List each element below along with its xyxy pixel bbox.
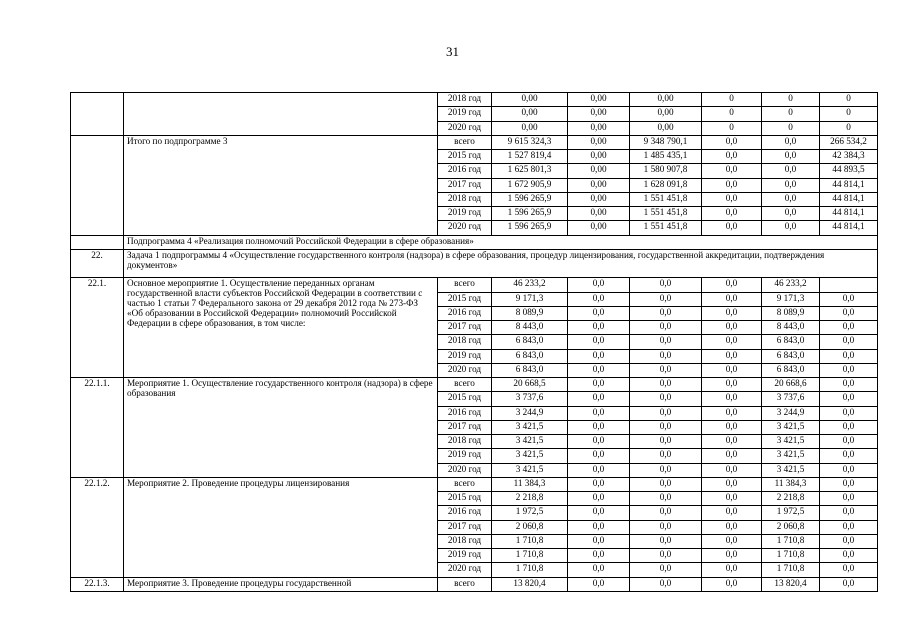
amount-cell: 6 843,0 xyxy=(492,363,568,377)
row-description: Мероприятие 3. Проведение процедуры государственной xyxy=(124,577,438,591)
period-cell: 2016 год xyxy=(438,506,492,520)
amount-cell: 0,0 xyxy=(630,378,702,392)
amount-cell: 3 421,5 xyxy=(492,435,568,449)
amount-cell: 13 820,4 xyxy=(762,577,820,591)
amount-cell: 44 893,5 xyxy=(820,164,878,178)
amount-cell: 0,0 xyxy=(762,164,820,178)
period-cell: 2015 год xyxy=(438,150,492,164)
amount-cell: 1 527 819,4 xyxy=(492,150,568,164)
amount-cell: 0,0 xyxy=(702,520,762,534)
table-row xyxy=(71,278,878,292)
amount-cell: 0,0 xyxy=(820,321,878,335)
table-row xyxy=(71,135,878,149)
amount-cell: 0,0 xyxy=(820,577,878,591)
amount-cell: 42 384,3 xyxy=(820,150,878,164)
amount-cell: 0,0 xyxy=(702,292,762,306)
amount-cell: 0,0 xyxy=(762,150,820,164)
amount-cell: 0 xyxy=(702,107,762,121)
period-cell: 2020 год xyxy=(438,363,492,377)
period-cell: 2018 год xyxy=(438,534,492,548)
row-number: 22.1.1. xyxy=(71,378,124,478)
period-cell: 2016 год xyxy=(438,164,492,178)
amount-cell: 0,0 xyxy=(820,406,878,420)
period-cell: 2015 год xyxy=(438,392,492,406)
period-cell: всего xyxy=(438,135,492,149)
amount-cell: 0,0 xyxy=(630,420,702,434)
amount-cell: 0,0 xyxy=(702,278,762,292)
amount-cell: 8 089,9 xyxy=(762,306,820,320)
amount-cell: 44 814,1 xyxy=(820,192,878,206)
amount-cell: 9 615 324,3 xyxy=(492,135,568,149)
amount-cell: 0 xyxy=(762,121,820,135)
amount-cell: 3 737,6 xyxy=(762,392,820,406)
amount-cell: 0,0 xyxy=(702,549,762,563)
amount-cell: 0,0 xyxy=(762,207,820,221)
row-description: Мероприятие 2. Проведение процедуры лицензирования xyxy=(124,477,438,577)
amount-cell: 0,00 xyxy=(568,178,630,192)
amount-cell: 0,0 xyxy=(568,420,630,434)
amount-cell: 0,0 xyxy=(702,135,762,149)
period-cell: 2015 год xyxy=(438,492,492,506)
amount-cell: 0,0 xyxy=(630,520,702,534)
amount-cell: 0,0 xyxy=(820,449,878,463)
period-cell: 2017 год xyxy=(438,420,492,434)
amount-cell: 0,0 xyxy=(702,349,762,363)
amount-cell: 0 xyxy=(762,107,820,121)
section-title: Подпрограмма 4 «Реализация полномочий Российской Федерации в сфере образования» xyxy=(124,235,878,249)
amount-cell: 0,0 xyxy=(630,321,702,335)
amount-cell: 0,0 xyxy=(568,463,630,477)
amount-cell: 1 551 451,8 xyxy=(630,192,702,206)
amount-cell: 0,0 xyxy=(820,392,878,406)
amount-cell: 0,0 xyxy=(820,549,878,563)
amount-cell: 0 xyxy=(702,121,762,135)
table-row xyxy=(71,378,878,392)
amount-cell: 0,0 xyxy=(630,477,702,491)
amount-cell: 1 972,5 xyxy=(492,506,568,520)
period-cell: 2017 год xyxy=(438,178,492,192)
amount-cell: 0,0 xyxy=(568,392,630,406)
period-cell: 2019 год xyxy=(438,349,492,363)
amount-cell: 0,0 xyxy=(702,534,762,548)
amount-cell: 0,00 xyxy=(630,107,702,121)
amount-cell: 44 814,1 xyxy=(820,178,878,192)
amount-cell: 8 443,0 xyxy=(762,321,820,335)
amount-cell: 0,0 xyxy=(568,321,630,335)
amount-cell: 3 421,5 xyxy=(762,420,820,434)
amount-cell: 0,0 xyxy=(820,292,878,306)
amount-cell: 3 421,5 xyxy=(762,435,820,449)
amount-cell: 0,00 xyxy=(568,150,630,164)
amount-cell: 0,0 xyxy=(630,306,702,320)
amount-cell: 1 710,8 xyxy=(492,534,568,548)
amount-cell: 0,00 xyxy=(568,207,630,221)
amount-cell: 0,0 xyxy=(820,520,878,534)
amount-cell: 0 xyxy=(762,93,820,107)
amount-cell: 11 384,3 xyxy=(492,477,568,491)
amount-cell: 1 596 265,9 xyxy=(492,221,568,235)
amount-cell: 2 060,8 xyxy=(762,520,820,534)
amount-cell: 0,0 xyxy=(568,306,630,320)
amount-cell: 2 060,8 xyxy=(492,520,568,534)
period-cell: 2017 год xyxy=(438,321,492,335)
amount-cell: 3 421,5 xyxy=(762,463,820,477)
amount-cell: 46 233,2 xyxy=(762,278,820,292)
amount-cell: 6 843,0 xyxy=(492,335,568,349)
amount-cell: 2 218,8 xyxy=(762,492,820,506)
period-cell: 2016 год xyxy=(438,406,492,420)
amount-cell: 0,00 xyxy=(568,93,630,107)
amount-cell: 8 443,0 xyxy=(492,321,568,335)
amount-cell: 0,0 xyxy=(568,349,630,363)
period-cell: 2020 год xyxy=(438,463,492,477)
amount-cell: 2 218,8 xyxy=(492,492,568,506)
amount-cell: 0,00 xyxy=(568,192,630,206)
amount-cell: 0,0 xyxy=(630,292,702,306)
amount-cell: 0,0 xyxy=(568,492,630,506)
amount-cell: 0,0 xyxy=(702,178,762,192)
amount-cell: 0,0 xyxy=(568,435,630,449)
amount-cell: 44 814,1 xyxy=(820,221,878,235)
amount-cell: 0,0 xyxy=(702,577,762,591)
amount-cell: 3 421,5 xyxy=(492,463,568,477)
period-cell: 2018 год xyxy=(438,192,492,206)
amount-cell: 0,0 xyxy=(702,563,762,577)
amount-cell: 0,0 xyxy=(702,335,762,349)
row-number xyxy=(71,235,124,249)
amount-cell: 0,0 xyxy=(568,577,630,591)
amount-cell: 0,0 xyxy=(702,378,762,392)
amount-cell: 0,0 xyxy=(702,321,762,335)
row-description: Итого по подпрограмме 3 xyxy=(124,135,438,235)
amount-cell: 0,0 xyxy=(630,349,702,363)
amount-cell: 0,0 xyxy=(630,492,702,506)
amount-cell: 9 348 790,1 xyxy=(630,135,702,149)
amount-cell: 0,0 xyxy=(568,534,630,548)
amount-cell: 0,0 xyxy=(820,563,878,577)
amount-cell xyxy=(820,278,878,292)
budget-table xyxy=(70,92,878,592)
amount-cell: 0,00 xyxy=(492,93,568,107)
period-cell: 2019 год xyxy=(438,107,492,121)
amount-cell: 266 534,2 xyxy=(820,135,878,149)
amount-cell: 0,0 xyxy=(702,392,762,406)
amount-cell: 1 628 091,8 xyxy=(630,178,702,192)
amount-cell: 1 710,8 xyxy=(492,549,568,563)
amount-cell: 8 089,9 xyxy=(492,306,568,320)
amount-cell: 6 843,0 xyxy=(762,363,820,377)
page-number: 31 xyxy=(446,44,459,59)
section-row xyxy=(71,235,878,249)
row-number: 22.1.2. xyxy=(71,477,124,577)
amount-cell: 0,0 xyxy=(630,449,702,463)
row-number xyxy=(71,93,124,136)
amount-cell: 0,0 xyxy=(568,278,630,292)
period-cell: 2018 год xyxy=(438,335,492,349)
amount-cell: 0,0 xyxy=(702,420,762,434)
amount-cell: 0,0 xyxy=(820,477,878,491)
amount-cell: 20 668,6 xyxy=(762,378,820,392)
amount-cell: 0,00 xyxy=(630,121,702,135)
amount-cell: 0 xyxy=(820,121,878,135)
row-number: 22.1. xyxy=(71,278,124,378)
row-description: Мероприятие 1. Осуществление государственного контроля (надзора) в сфере образования xyxy=(124,378,438,478)
amount-cell: 0 xyxy=(820,93,878,107)
amount-cell: 46 233,2 xyxy=(492,278,568,292)
amount-cell: 0,0 xyxy=(568,477,630,491)
period-cell: всего xyxy=(438,278,492,292)
amount-cell: 0,00 xyxy=(568,164,630,178)
amount-cell: 0,0 xyxy=(820,335,878,349)
amount-cell: 0,0 xyxy=(630,406,702,420)
amount-cell: 0,0 xyxy=(702,192,762,206)
period-cell: 2020 год xyxy=(438,221,492,235)
amount-cell: 0,0 xyxy=(762,221,820,235)
table-row xyxy=(71,93,878,107)
row-number xyxy=(71,135,124,235)
amount-cell: 6 843,0 xyxy=(762,349,820,363)
amount-cell: 0,0 xyxy=(702,435,762,449)
row-description xyxy=(124,93,438,136)
amount-cell: 1 672 905,9 xyxy=(492,178,568,192)
amount-cell: 0,0 xyxy=(568,520,630,534)
amount-cell: 0,0 xyxy=(702,463,762,477)
amount-cell: 0 xyxy=(820,107,878,121)
amount-cell: 0,0 xyxy=(568,378,630,392)
amount-cell: 0,0 xyxy=(702,506,762,520)
amount-cell: 1 580 907,8 xyxy=(630,164,702,178)
table-row xyxy=(71,477,878,491)
amount-cell: 0,0 xyxy=(630,549,702,563)
period-cell: 2019 год xyxy=(438,549,492,563)
amount-cell: 0,0 xyxy=(630,335,702,349)
amount-cell: 0,0 xyxy=(702,207,762,221)
period-cell: 2019 год xyxy=(438,207,492,221)
amount-cell: 0,00 xyxy=(630,93,702,107)
amount-cell: 0,0 xyxy=(702,492,762,506)
amount-cell: 0,0 xyxy=(820,420,878,434)
period-cell: 2017 год xyxy=(438,520,492,534)
amount-cell: 0,0 xyxy=(568,292,630,306)
period-cell: 2019 год xyxy=(438,449,492,463)
amount-cell: 0,0 xyxy=(630,577,702,591)
amount-cell: 0,0 xyxy=(702,449,762,463)
amount-cell: 0,00 xyxy=(568,221,630,235)
row-number: 22. xyxy=(71,249,124,278)
amount-cell: 0,0 xyxy=(568,449,630,463)
period-cell: 2015 год xyxy=(438,292,492,306)
amount-cell: 0,0 xyxy=(630,506,702,520)
period-cell: 2018 год xyxy=(438,93,492,107)
amount-cell: 1 972,5 xyxy=(762,506,820,520)
amount-cell: 0,0 xyxy=(762,135,820,149)
period-cell: всего xyxy=(438,577,492,591)
amount-cell: 1 485 435,1 xyxy=(630,150,702,164)
amount-cell: 0,0 xyxy=(630,463,702,477)
amount-cell: 9 171,3 xyxy=(762,292,820,306)
amount-cell: 6 843,0 xyxy=(492,349,568,363)
amount-cell: 0,0 xyxy=(630,435,702,449)
period-cell: 2020 год xyxy=(438,563,492,577)
amount-cell: 0,0 xyxy=(568,506,630,520)
amount-cell: 1 710,8 xyxy=(492,563,568,577)
amount-cell: 1 551 451,8 xyxy=(630,221,702,235)
row-description: Основное мероприятие 1. Осуществление переданных органам государственной власти субъектов Российской Федерации в соответствии с частью 1 статьи 7 Федерального закона от 29 декабря 2012 года № 273-ФЗ «Об образовании в Российской Федерации» полномочий Российской Федерации в сфере образования, в том числе: xyxy=(124,278,438,378)
amount-cell: 0,00 xyxy=(568,121,630,135)
amount-cell: 0,00 xyxy=(492,121,568,135)
amount-cell: 0,0 xyxy=(762,178,820,192)
amount-cell: 11 384,3 xyxy=(762,477,820,491)
amount-cell: 0 xyxy=(702,93,762,107)
amount-cell: 3 421,5 xyxy=(762,449,820,463)
section-row xyxy=(71,249,878,278)
row-number: 22.1.3. xyxy=(71,577,124,591)
amount-cell: 0,0 xyxy=(820,492,878,506)
amount-cell: 0,0 xyxy=(762,192,820,206)
section-title: Задача 1 подпрограммы 4 «Осуществление государственного контроля (надзора) в сфере образования, процедур лицензирования, государственной аккредитации, подтверждения документов» xyxy=(124,249,878,278)
amount-cell: 1 596 265,9 xyxy=(492,192,568,206)
amount-cell: 0,0 xyxy=(630,563,702,577)
amount-cell: 0,00 xyxy=(492,107,568,121)
amount-cell: 1 596 265,9 xyxy=(492,207,568,221)
amount-cell: 3 737,6 xyxy=(492,392,568,406)
amount-cell: 0,00 xyxy=(568,107,630,121)
amount-cell: 0,0 xyxy=(568,549,630,563)
period-cell: 2020 год xyxy=(438,121,492,135)
amount-cell: 1 710,8 xyxy=(762,563,820,577)
table-row xyxy=(71,577,878,591)
amount-cell: 3 244,9 xyxy=(762,406,820,420)
amount-cell: 3 421,5 xyxy=(492,420,568,434)
amount-cell: 44 814,1 xyxy=(820,207,878,221)
amount-cell: 20 668,5 xyxy=(492,378,568,392)
amount-cell: 0,0 xyxy=(702,221,762,235)
amount-cell: 0,0 xyxy=(630,363,702,377)
amount-cell: 0,0 xyxy=(568,406,630,420)
amount-cell: 1 551 451,8 xyxy=(630,207,702,221)
amount-cell: 0,0 xyxy=(702,363,762,377)
amount-cell: 1 710,8 xyxy=(762,549,820,563)
amount-cell: 0,0 xyxy=(630,392,702,406)
amount-cell: 0,0 xyxy=(820,534,878,548)
amount-cell: 6 843,0 xyxy=(762,335,820,349)
period-cell: 2016 год xyxy=(438,306,492,320)
amount-cell: 0,0 xyxy=(568,335,630,349)
amount-cell: 0,0 xyxy=(820,435,878,449)
amount-cell: 0,00 xyxy=(568,135,630,149)
amount-cell: 1 710,8 xyxy=(762,534,820,548)
amount-cell: 0,0 xyxy=(820,306,878,320)
period-cell: всего xyxy=(438,378,492,392)
amount-cell: 13 820,4 xyxy=(492,577,568,591)
amount-cell: 0,0 xyxy=(702,477,762,491)
period-cell: 2018 год xyxy=(438,435,492,449)
amount-cell: 0,0 xyxy=(820,463,878,477)
amount-cell: 9 171,3 xyxy=(492,292,568,306)
amount-cell: 0,0 xyxy=(702,406,762,420)
amount-cell: 3 244,9 xyxy=(492,406,568,420)
amount-cell: 0,0 xyxy=(568,563,630,577)
amount-cell: 0,0 xyxy=(702,150,762,164)
amount-cell: 0,0 xyxy=(820,378,878,392)
amount-cell: 0,0 xyxy=(702,306,762,320)
amount-cell: 0,0 xyxy=(820,349,878,363)
amount-cell: 3 421,5 xyxy=(492,449,568,463)
amount-cell: 0,0 xyxy=(630,278,702,292)
amount-cell: 1 625 801,3 xyxy=(492,164,568,178)
amount-cell: 0,0 xyxy=(820,506,878,520)
period-cell: всего xyxy=(438,477,492,491)
amount-cell: 0,0 xyxy=(702,164,762,178)
amount-cell: 0,0 xyxy=(820,363,878,377)
amount-cell: 0,0 xyxy=(568,363,630,377)
amount-cell: 0,0 xyxy=(630,534,702,548)
